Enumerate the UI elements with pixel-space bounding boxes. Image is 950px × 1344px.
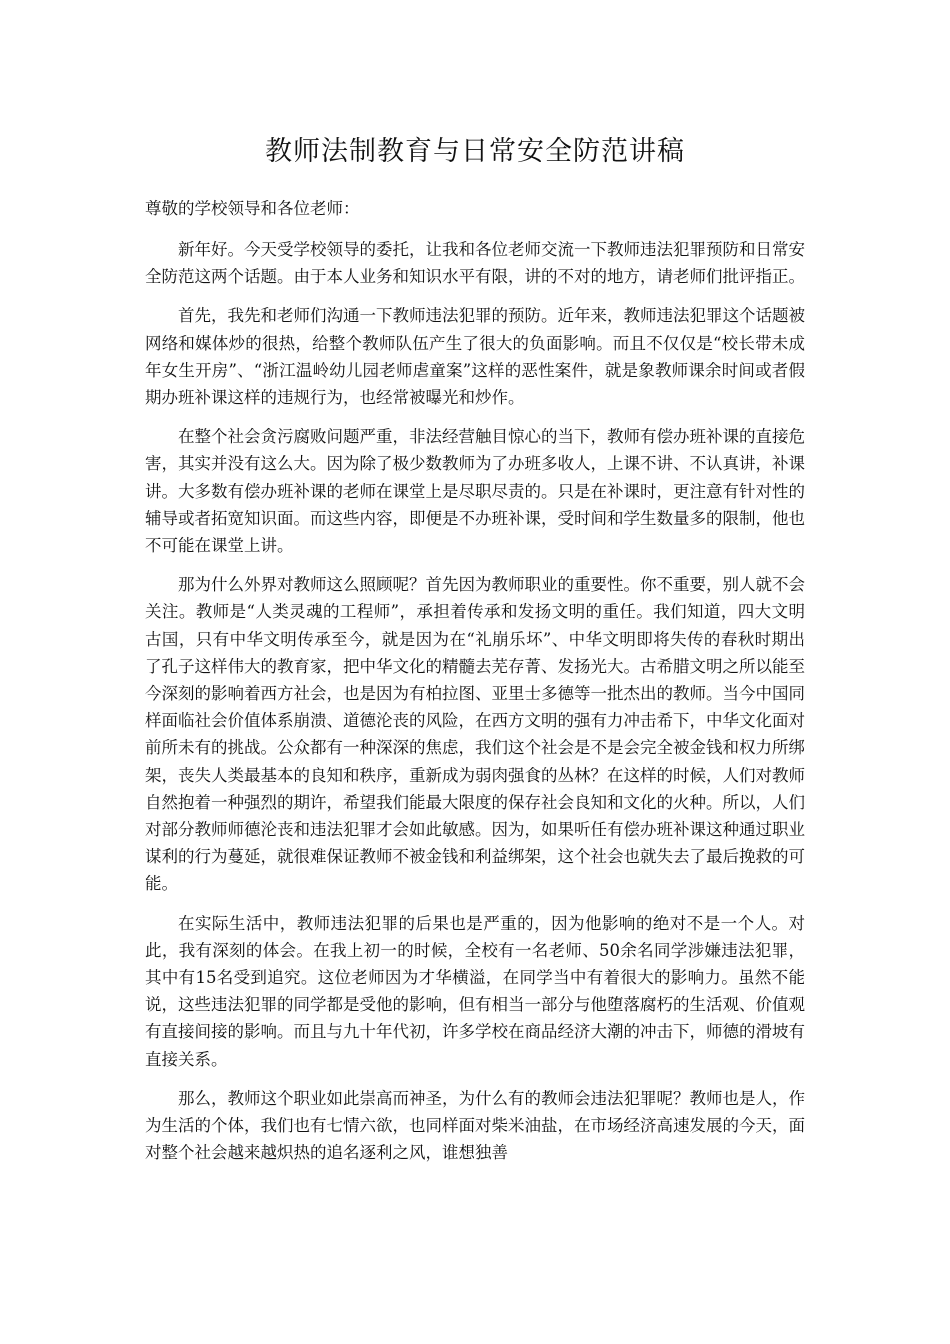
document-body — [145, 195, 805, 1179]
paragraph-4: 那为什么外界对教师这么照顾呢？首先因为教师职业的重要性。你不重要，别人就不会关注。教师是“人类灵魂的工程师”，承担着传承和发扬文明的重任。我们知道，四大文明古国，只有中华文明传承至今，就是因为在“礼崩乐坏”、中华文明即将失传的春秋时期出了孔子这样伟大的教育家，把中华文化的精髓去芜存菁、发扬光大。古希腊文明之所以能至今深刻的影响着西方社会，也是因为有柏拉图、亚里士多德等一批杰出的教师。当今中国同样面临社会价值体系崩溃、道德沦丧的风险，在西方文明的强有力冲击希下，中华文化面对前所未有的挑战。公众都有一种深深的焦虑，我们这个社会是不是会完全被金钱和权力所绑架，丧失人类最基本的良知和秩序，重新成为弱肉强食的丛林？在这样的时候，人们对教师自然抱着一种强烈的期许，希望我们能最大限度的保存社会良知和文化的火种。所以，人们对部分教师师德沦丧和违法犯罪才会如此敏感。因为，如果听任有偿办班补课这种通过职业谋利的行为蔓延，就很难保证教师不被金钱和利益绑架，这个社会也就失去了最后挽救的可能。 — [145, 575, 805, 894]
paragraph-5: 在实际生活中，教师违法犯罪的后果也是严重的，因为他影响的绝对不是一个人。对此，我有深刻的体会。在我上初一的时候，全校有一名老师、50余名同学涉嫌违法犯罪，其中有15名受到追究。这位老师因为才华横溢，在同学当中有着很大的影响力。虽然不能说，这些违法犯罪的同学都是受他的影响，但有相当一部分与他堕落腐朽的生活观、价值观有直接间接的影响。而且与九十年代初，许多学校在商品经济大潮的冲击下，师德的滑坡有直接关系。 — [145, 913, 805, 1069]
salutation: 尊敬的学校领导和各位老师： — [145, 199, 360, 218]
paragraph-2: 首先，我先和老师们沟通一下教师违法犯罪的预防。近年来，教师违法犯罪这个话题被网络和媒体炒的很热，给整个教师队伍产生了很大的负面影响。而且不仅仅是“校长带未成年女生开房”、“浙江温岭幼儿园老师虐童案”这样的恶性案件，就是象教师课余时间或者假期办班补课这样的违规行为，也经常被曝光和炒作。 — [145, 306, 805, 408]
document-title: 教师法制教育与日常安全防范讲稿 — [265, 136, 685, 167]
paragraph-3: 在整个社会贪污腐败问题严重，非法经营触目惊心的当下，教师有偿办班补课的直接危害，其实并没有这么大。因为除了极少数教师为了办班多收人，上课不讲、不认真讲，补课讲。大多数有偿办班补课的老师在课堂上是尽职尽责的。只是在补课时，更注意有针对性的辅导或者拓宽知识面。而这些内容，即便是不办班补课，受时间和学生数量多的限制，他也不可能在课堂上讲。 — [145, 427, 805, 556]
paragraph-1: 新年好。今天受学校领导的委托，让我和各位老师交流一下教师违法犯罪预防和日常安全防范这两个话题。由于本人业务和知识水平有限，讲的不对的地方，请老师们批评指正。 — [145, 240, 805, 287]
paragraph-6: 那么，教师这个职业如此崇高而神圣，为什么有的教师会违法犯罪呢？教师也是人，作为生活的个体，我们也有七情六欲，也同样面对柴米油盐，在市场经济高速发展的今天，面对整个社会越来越炽热的追名逐利之风，谁想独善 — [145, 1088, 805, 1163]
